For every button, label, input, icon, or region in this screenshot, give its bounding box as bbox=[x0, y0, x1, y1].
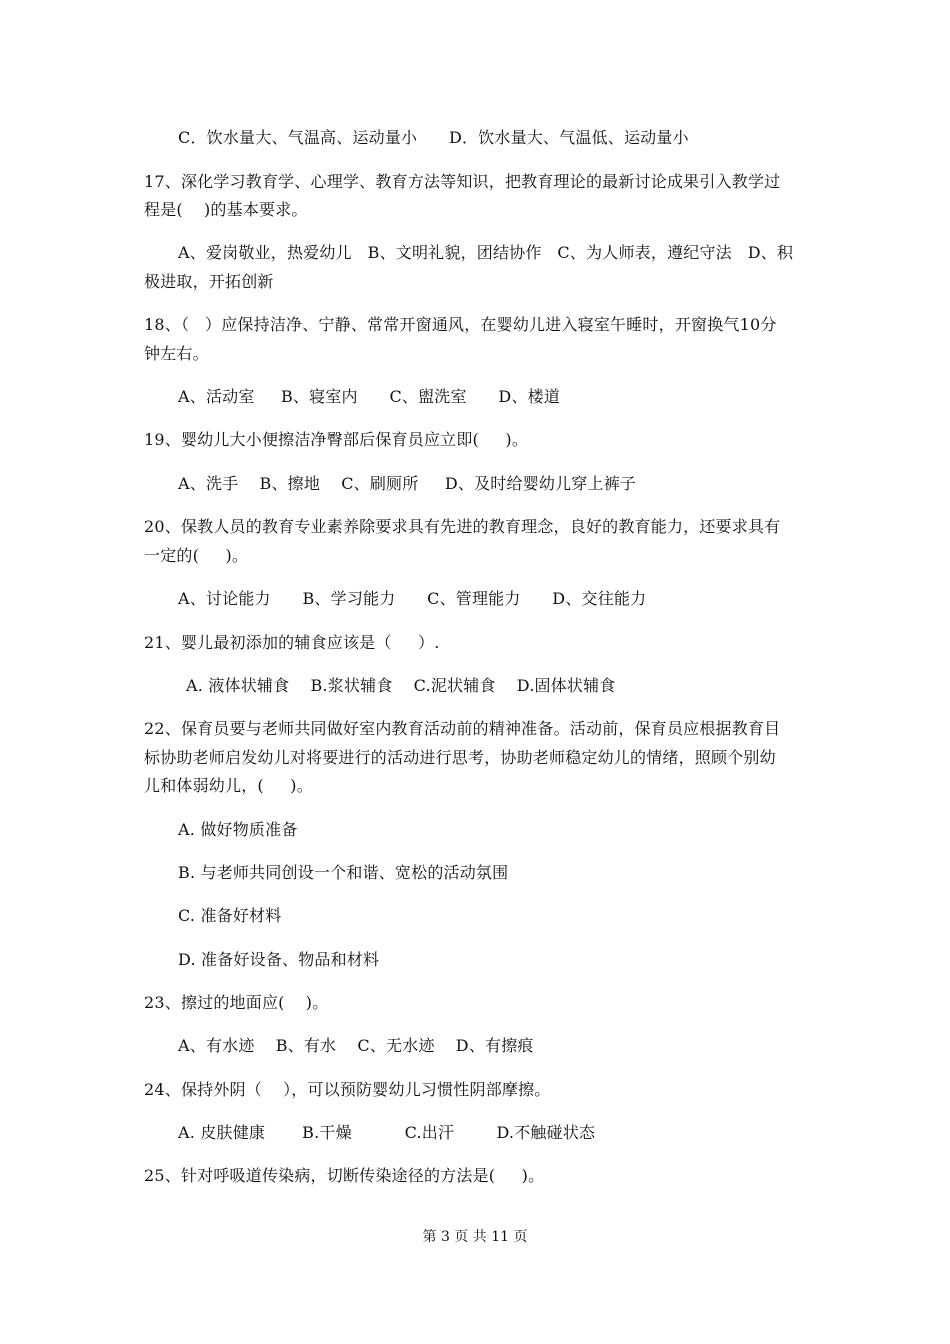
q25-text: 25、针对呼吸道传染病，切断传染途径的方法是( )。 bbox=[144, 1166, 545, 1185]
q19-text: 19、婴幼儿大小便擦洁净臀部后保育员应立即( )。 bbox=[144, 430, 529, 449]
q17-text-line1: 17、深化学习教育学、心理学、教育方法等知识，把教育理论的最新讨论成果引入教学过 bbox=[144, 172, 781, 191]
q24-options: A. 皮肤健康 B.干燥 C.出汗 D.不触碰状态 bbox=[178, 1123, 596, 1142]
q16-option-cd: C．饮水量大、气温高、运动量小 D．饮水量大、气温低、运动量小 bbox=[178, 128, 689, 147]
q22-text-line2: 标协助老师启发幼儿对将要进行的活动进行思考，协助老师稳定幼儿的情绪，照顾个别幼 bbox=[144, 748, 776, 767]
q20-options: A、讨论能力 B、学习能力 C、管理能力 D、交往能力 bbox=[178, 589, 647, 608]
q17-text-line2: 程是( )的基本要求。 bbox=[144, 200, 308, 219]
q22-text-line3: 儿和体弱幼儿，( )。 bbox=[144, 776, 313, 795]
q19-options: A、洗手 B、擦地 C、刷厕所 D、及时给婴幼儿穿上裤子 bbox=[178, 474, 637, 493]
q22-option-d: D. 准备好设备、物品和材料 bbox=[178, 950, 380, 969]
q21-options: A. 液体状辅食 B.浆状辅食 C.泥状辅食 D.固体状辅食 bbox=[186, 676, 616, 695]
q22-option-b: B. 与老师共同创设一个和谐、宽松的活动氛围 bbox=[178, 863, 509, 882]
q20-text-line1: 20、保教人员的教育专业素养除要求具有先进的教育理念，良好的教育能力，还要求具有 bbox=[144, 517, 781, 536]
q23-options: A、有水迹 B、有水 C、无水迹 D、有擦痕 bbox=[178, 1036, 534, 1055]
q18-options: A、活动室 B、寝室内 C、盥洗室 D、楼道 bbox=[178, 387, 561, 406]
q22-option-c: C. 准备好材料 bbox=[178, 906, 282, 925]
q17-options-line2: 极进取，开拓创新 bbox=[144, 272, 274, 291]
q18-text-line2: 钟左右。 bbox=[144, 344, 209, 363]
q23-text: 23、擦过的地面应( )。 bbox=[144, 993, 329, 1012]
page-footer: 第 3 页 共 11 页 bbox=[422, 1229, 528, 1245]
q17-options-line1: A、爱岗敬业，热爱幼儿 B、文明礼貌，团结协作 C、为人师表，遵纪守法 D、积 bbox=[178, 243, 794, 262]
q22-text-line1: 22、保育员要与老师共同做好室内教育活动前的精神准备。活动前，保育员应根据教育目 bbox=[144, 719, 781, 738]
q22-option-a: A. 做好物质准备 bbox=[178, 820, 298, 839]
q18-text-line1: 18、（ ）应保持洁净、宁静、常常开窗通风，在婴幼儿进入寝室午睡时，开窗换气10分 bbox=[144, 315, 777, 334]
q24-text: 24、保持外阴（ ），可以预防婴幼儿习惯性阴部摩擦。 bbox=[144, 1080, 551, 1099]
q21-text: 21、婴儿最初添加的辅食应该是（ ）. bbox=[144, 633, 440, 652]
q20-text-line2: 一定的( )。 bbox=[144, 546, 249, 565]
